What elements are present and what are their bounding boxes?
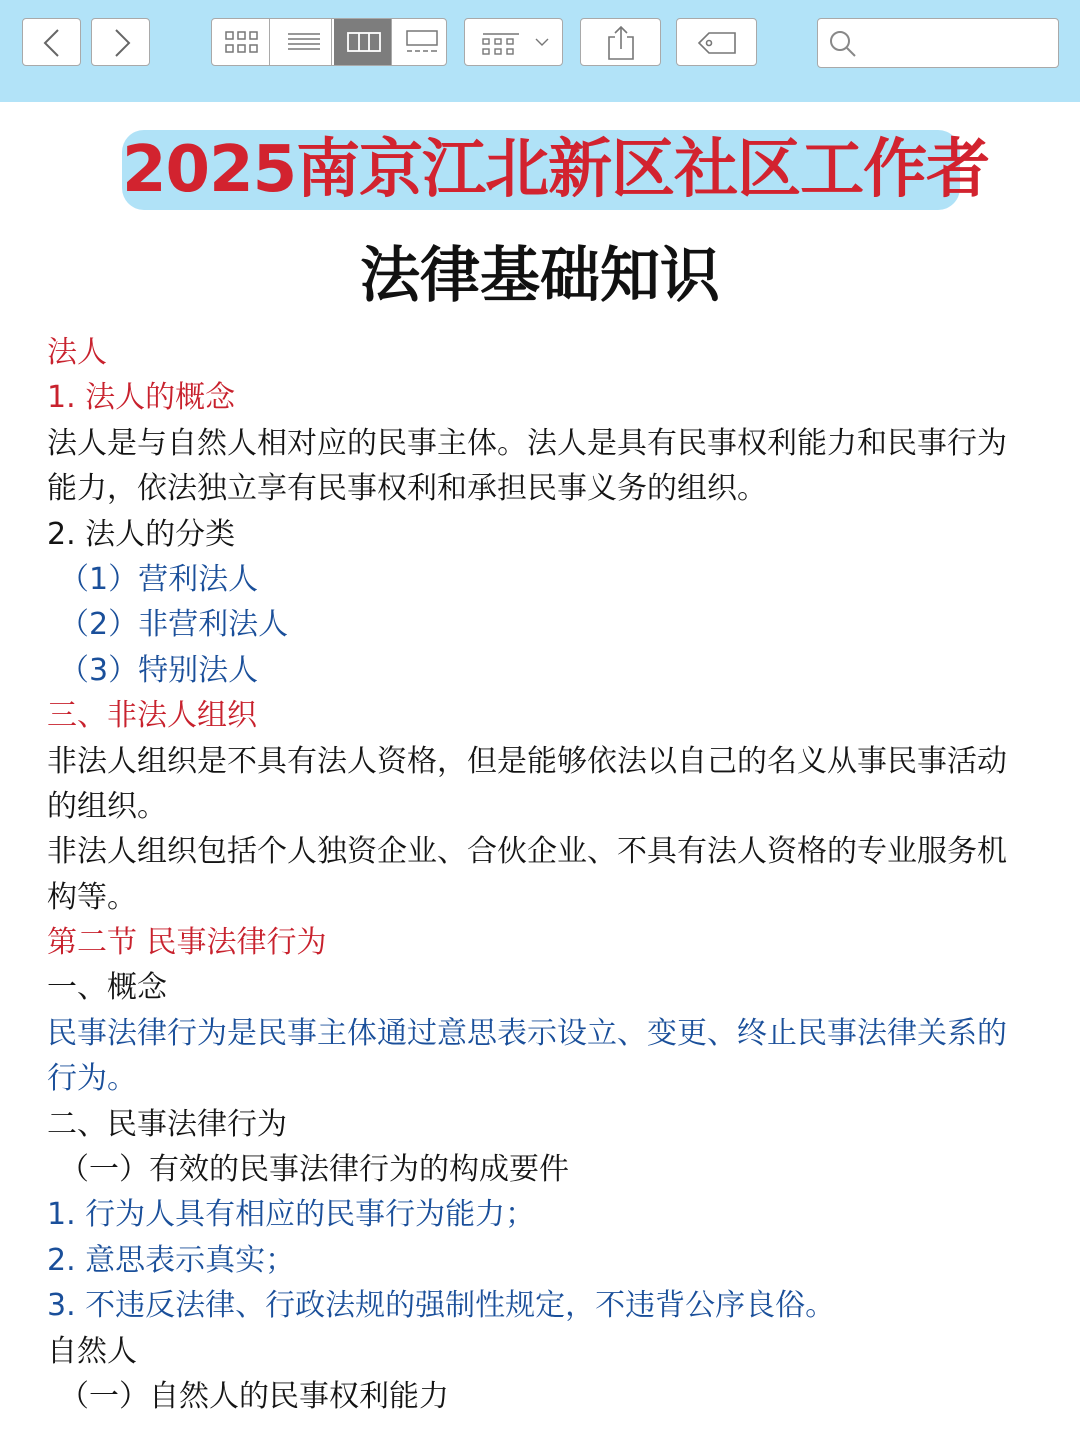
group-by-button[interactable] xyxy=(464,18,563,66)
grid-view-icon xyxy=(224,28,260,56)
back-button[interactable] xyxy=(22,18,81,66)
tag-button[interactable] xyxy=(676,18,757,66)
forward-button[interactable] xyxy=(91,18,150,66)
text-line: 非法人组织包括个人独资企业、合伙企业、不具有法人资格的专业服务机 xyxy=(47,834,1007,870)
text-line: 1. 行为人具有相应的民事行为能力； xyxy=(47,1197,536,1233)
text-line: （1）营利法人 xyxy=(59,561,259,597)
text-line: 非法人组织是不具有法人资格，但是能够依法以自己的名义从事民事活动 xyxy=(47,743,1007,779)
column-view-icon xyxy=(346,28,382,56)
text-line: 法人是与自然人相对应的民事主体。法人是具有民事权利能力和民事行为 xyxy=(47,425,1007,461)
group-by-icon xyxy=(465,19,564,67)
text-line: 1. 法人的概念 xyxy=(47,380,236,416)
gallery-view-button[interactable] xyxy=(392,19,447,65)
grid-view-button[interactable] xyxy=(212,19,270,65)
tag-icon xyxy=(677,19,758,67)
text-line: 自然人 xyxy=(47,1333,137,1369)
text-line: 第二节 民事法律行为 xyxy=(47,925,327,961)
title-banner xyxy=(122,130,990,210)
document-body xyxy=(47,330,1037,1419)
text-line: 3. 不违反法律、行政法规的强制性规定，不违背公序良俗。 xyxy=(47,1288,836,1324)
text-line: （一）自然人的民事权利能力 xyxy=(59,1378,449,1414)
text-line: 构等。 xyxy=(47,879,137,915)
search-box xyxy=(817,18,1059,68)
text-line: 一、概念 xyxy=(47,970,167,1006)
text-line: 2. 法人的分类 xyxy=(47,516,236,552)
column-view-button[interactable] xyxy=(334,19,392,65)
text-line: 三、非法人组织 xyxy=(47,698,257,734)
chevron-right-icon xyxy=(92,19,151,67)
text-line: 民事法律行为是民事主体通过意思表示设立、变更、终止民事法律关系的 xyxy=(47,1015,1007,1051)
text-line: （3）特别法人 xyxy=(59,652,259,688)
page-title: 2025南京江北新区社区工作者 xyxy=(122,133,990,207)
text-line: （一）有效的民事法律行为的构成要件 xyxy=(59,1152,569,1188)
view-mode-switch xyxy=(211,18,447,66)
gallery-view-icon xyxy=(404,28,444,56)
search-input[interactable] xyxy=(866,27,1050,61)
list-view-button[interactable] xyxy=(274,19,332,65)
share-button[interactable] xyxy=(580,18,661,66)
text-line: 法人 xyxy=(47,335,107,370)
chevron-left-icon xyxy=(23,19,82,67)
text-line: 能力，依法独立享有民事权利和承担民事义务的组织。 xyxy=(47,471,767,507)
search-icon xyxy=(828,29,858,59)
text-line: 的组织。 xyxy=(47,788,167,824)
text-line: 2. 意思表示真实； xyxy=(47,1242,296,1278)
share-icon xyxy=(581,19,662,67)
list-view-icon xyxy=(286,28,322,56)
text-line: （2）非营利法人 xyxy=(59,607,289,643)
toolbar xyxy=(0,0,1080,102)
page-subtitle: 法律基础知识 xyxy=(360,241,720,311)
text-line: 二、民事法律行为 xyxy=(47,1106,287,1142)
text-line: 行为。 xyxy=(47,1061,137,1097)
